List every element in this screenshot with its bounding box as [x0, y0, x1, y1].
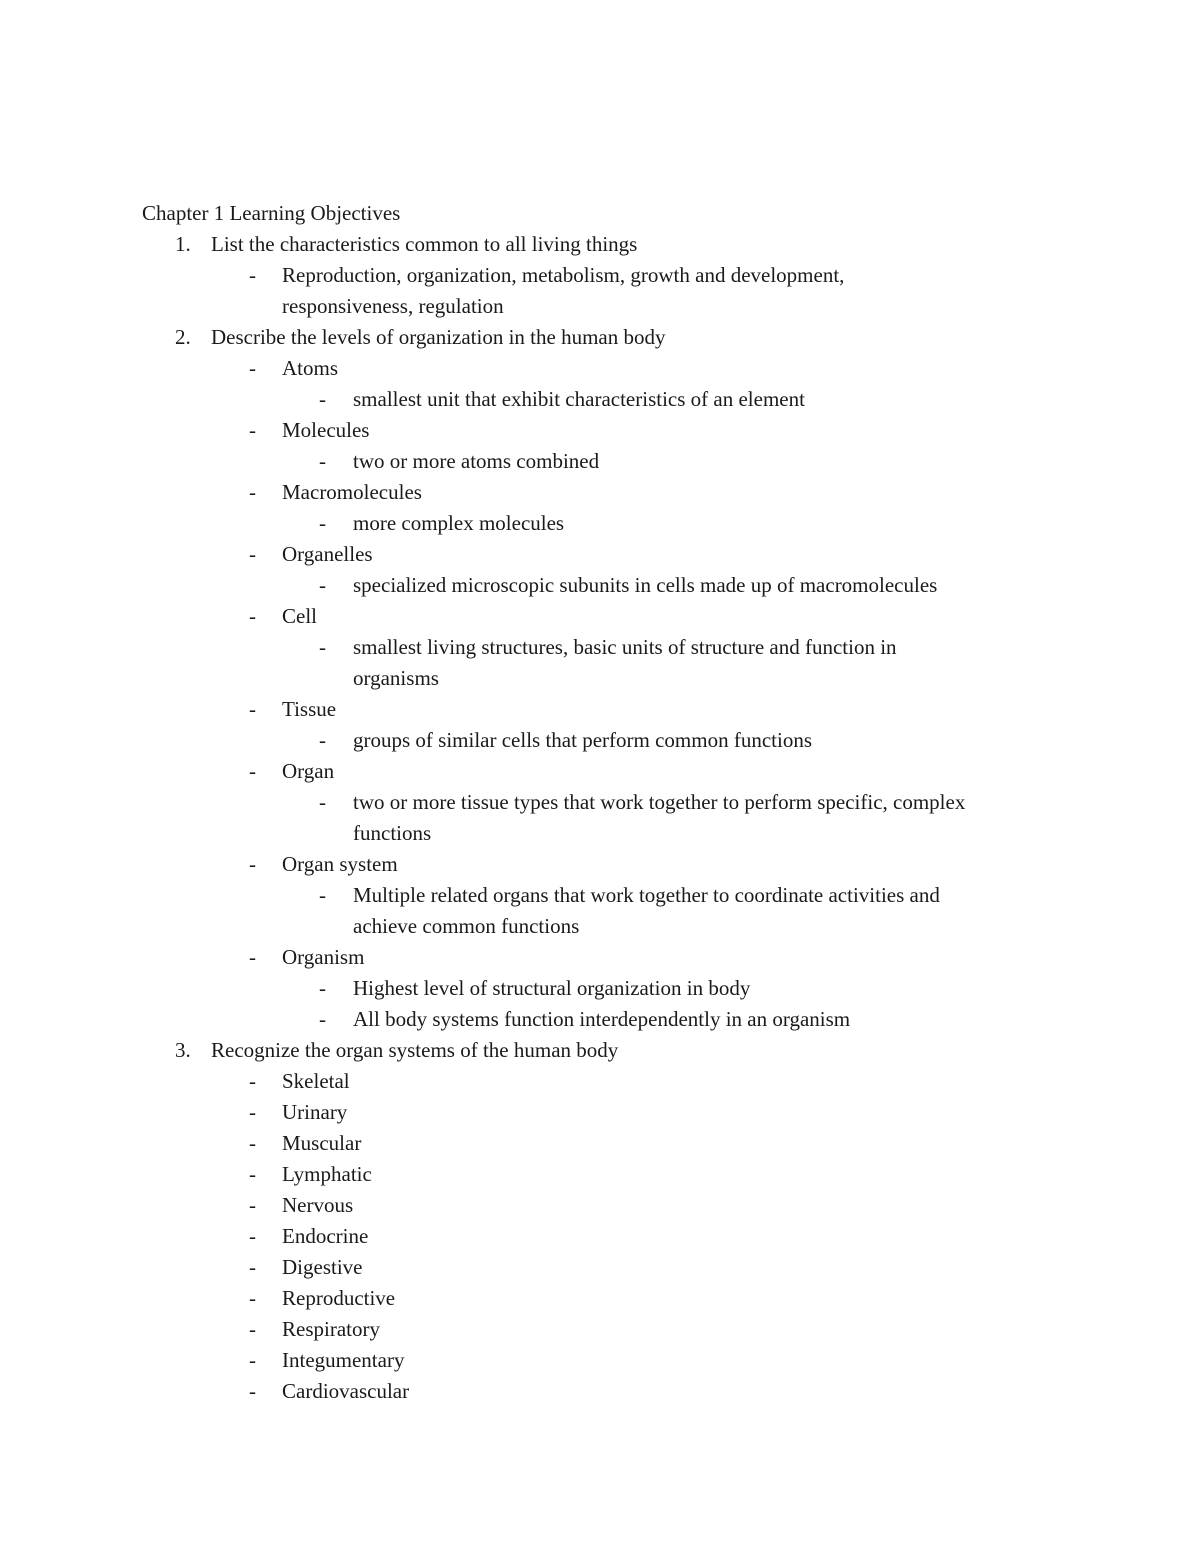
list-dash: -	[249, 945, 256, 969]
section-heading: Describe the levels of organization in the human body	[211, 325, 666, 349]
list-number: 2.	[175, 325, 191, 349]
list-item-text: Nervous	[282, 1193, 354, 1217]
list-dash: -	[249, 1100, 256, 1124]
list-dash: -	[249, 1379, 256, 1403]
list-item-text: responsiveness, regulation	[282, 294, 504, 318]
list-item	[0, 942, 1200, 973]
list-dash: -	[249, 852, 256, 876]
list-item-text: Endocrine	[282, 1224, 369, 1248]
list-item-text: All body systems function interdependently in an organism	[353, 1007, 851, 1031]
list-item	[0, 1314, 1200, 1345]
list-dash: -	[249, 1162, 256, 1186]
list-item	[0, 260, 1200, 291]
list-dash: -	[249, 1193, 256, 1217]
list-item	[0, 477, 1200, 508]
list-item-text: Urinary	[282, 1100, 348, 1124]
outline-list	[0, 229, 1200, 1407]
list-dash: -	[319, 511, 326, 535]
list-dash: -	[249, 263, 256, 287]
list-item-text: Highest level of structural organization in body	[353, 976, 751, 1000]
list-item-text: Skeletal	[282, 1069, 350, 1093]
list-item	[0, 539, 1200, 570]
list-item	[0, 1128, 1200, 1159]
list-item-text: Cardiovascular	[282, 1379, 410, 1403]
section-heading: List the characteristics common to all living things	[211, 232, 638, 256]
list-dash: -	[319, 449, 326, 473]
sub-list-item	[0, 911, 1200, 942]
list-dash: -	[249, 356, 256, 380]
section-heading: Recognize the organ systems of the human body	[211, 1038, 619, 1062]
list-dash: -	[319, 387, 326, 411]
list-dash: -	[319, 790, 326, 814]
list-item-text: Reproduction, organization, metabolism, growth and development,	[282, 263, 845, 287]
list-dash: -	[249, 1069, 256, 1093]
list-item	[0, 1376, 1200, 1407]
list-item	[0, 1221, 1200, 1252]
list-item-text: Organelles	[282, 542, 373, 566]
sub-list-item	[0, 818, 1200, 849]
list-item-text: more complex molecules	[353, 511, 565, 535]
sub-list-item	[0, 508, 1200, 539]
list-item-text: Cell	[282, 604, 317, 628]
list-item	[0, 1190, 1200, 1221]
sub-list-item	[0, 570, 1200, 601]
list-dash: -	[319, 635, 326, 659]
list-dash: -	[249, 697, 256, 721]
list-item-text: Tissue	[282, 697, 337, 721]
list-dash: -	[319, 1007, 326, 1031]
list-item	[0, 353, 1200, 384]
section-2	[0, 322, 1200, 353]
list-item-text: specialized microscopic subunits in cells made up of macromolecules	[353, 573, 938, 597]
sub-list-item	[0, 446, 1200, 477]
list-item-text: achieve common functions	[353, 914, 580, 938]
sub-list-item	[0, 725, 1200, 756]
list-dash: -	[319, 573, 326, 597]
list-item-text: Atoms	[282, 356, 339, 380]
list-item	[0, 1066, 1200, 1097]
list-dash: -	[249, 1348, 256, 1372]
list-dash: -	[319, 976, 326, 1000]
list-item	[0, 849, 1200, 880]
list-item	[0, 415, 1200, 446]
list-item	[0, 1283, 1200, 1314]
sub-list-item	[0, 880, 1200, 911]
list-dash: -	[319, 728, 326, 752]
list-item-text: Molecules	[282, 418, 370, 442]
list-dash: -	[249, 1131, 256, 1155]
list-item	[0, 291, 1200, 322]
list-item	[0, 601, 1200, 632]
sub-list-item	[0, 384, 1200, 415]
list-item	[0, 1159, 1200, 1190]
sub-list-item	[0, 1004, 1200, 1035]
list-dash: -	[249, 1286, 256, 1310]
list-number: 1.	[175, 232, 191, 256]
list-item-text: groups of similar cells that perform common functions	[353, 728, 812, 752]
list-item-text: Reproductive	[282, 1286, 396, 1310]
sub-list-item	[0, 663, 1200, 694]
list-item-text: Respiratory	[282, 1317, 380, 1341]
list-dash: -	[249, 1255, 256, 1279]
section-3	[0, 1035, 1200, 1066]
list-item	[0, 1097, 1200, 1128]
sub-list-item	[0, 787, 1200, 818]
list-item-text: Muscular	[282, 1131, 362, 1155]
list-dash: -	[249, 759, 256, 783]
sub-list-item	[0, 632, 1200, 663]
sub-list-item	[0, 973, 1200, 1004]
list-item-text: Organ	[282, 759, 335, 783]
document-title: Chapter 1 Learning Objectives	[142, 201, 401, 225]
list-dash: -	[249, 480, 256, 504]
list-dash: -	[249, 604, 256, 628]
list-dash: -	[249, 542, 256, 566]
list-item	[0, 1345, 1200, 1376]
section-1	[0, 229, 1200, 260]
list-item-text: smallest unit that exhibit characteristics of an element	[353, 387, 805, 411]
list-item-text: Organ system	[282, 852, 398, 876]
list-dash: -	[249, 1317, 256, 1341]
list-item-text: Macromolecules	[282, 480, 422, 504]
list-item-text: two or more atoms combined	[353, 449, 600, 473]
list-dash: -	[249, 418, 256, 442]
list-item-text: Organism	[282, 945, 365, 969]
list-item-text: Multiple related organs that work together to coordinate activities and	[353, 883, 940, 907]
list-dash: -	[249, 1224, 256, 1248]
list-number: 3.	[175, 1038, 191, 1062]
list-item	[0, 756, 1200, 787]
list-item	[0, 1252, 1200, 1283]
list-item-text: Lymphatic	[282, 1162, 372, 1186]
list-item-text: smallest living structures, basic units of structure and function in	[353, 635, 897, 659]
list-item	[0, 694, 1200, 725]
list-item-text: Integumentary	[282, 1348, 405, 1372]
list-item-text: organisms	[353, 666, 439, 690]
list-item-text: functions	[353, 821, 432, 845]
list-item-text: two or more tissue types that work together to perform specific, complex	[353, 790, 966, 814]
list-item-text: Digestive	[282, 1255, 363, 1279]
list-dash: -	[319, 883, 326, 907]
